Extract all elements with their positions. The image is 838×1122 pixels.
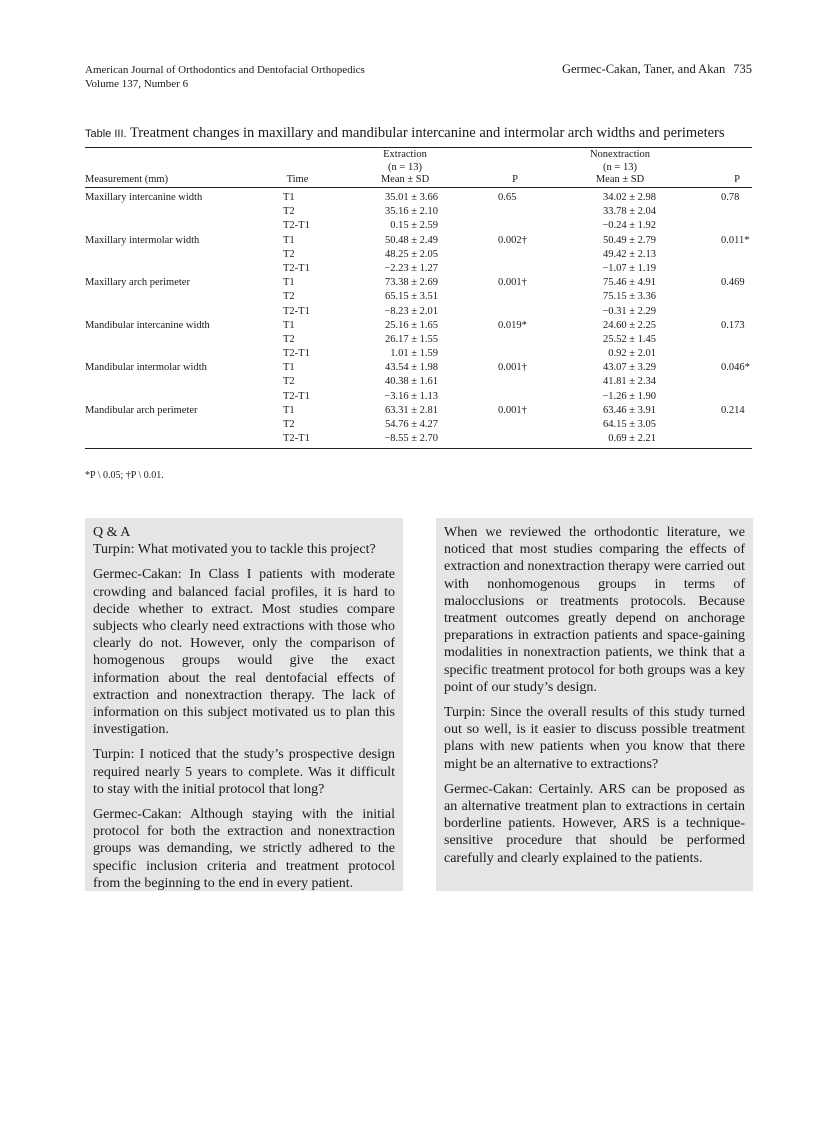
header-measurement: Measurement (mm) [85,174,169,185]
nonextraction-cell: −1.26 ± 1.90 [602,390,656,402]
table-row [85,404,752,418]
table-row [85,390,752,404]
time-cell: T1 [283,404,295,416]
measurement-cell: Mandibular intermolar width [85,362,207,374]
header-extraction: Extraction (n = 13) Mean ± SD [380,149,430,185]
extraction-cell: 43.54 ± 1.98 [384,362,438,374]
header-p2: P [734,174,740,185]
table-title: Treatment changes in maxillary and mandibular intercanine and intermolar arch widths and perimeters [129,125,725,141]
time-cell: T2-T1 [283,305,310,317]
nonextraction-cell: 43.07 ± 3.29 [602,362,656,374]
table-row [85,248,752,262]
measurement-cell: Mandibular intercanine width [85,319,210,331]
extraction-cell: −3.16 ± 1.13 [384,390,438,402]
extraction-cell: 25.16 ± 1.65 [384,319,438,331]
extraction-cell: 26.17 ± 1.55 [384,333,438,345]
extraction-cell: 35.01 ± 3.66 [384,192,438,203]
nonextraction-cell: 34.02 ± 2.98 [602,192,656,203]
time-cell: T1 [283,192,295,203]
extraction-cell: 0.15 ± 2.59 [390,220,438,232]
table-row [85,290,752,304]
time-cell: T2 [283,248,295,260]
table-row [85,319,752,333]
p-value-cell: 0.001† [498,404,527,416]
extraction-cell: 73.38 ± 2.69 [384,277,438,289]
time-cell: T2-T1 [283,348,310,360]
time-cell: T2 [283,376,295,388]
extraction-cell: 35.16 ± 2.10 [384,206,438,218]
time-cell: T1 [283,319,295,331]
extraction-cell: 54.76 ± 4.27 [384,419,438,430]
nonextraction-cell: 25.52 ± 1.45 [602,333,656,345]
nonextraction-cell: 24.60 ± 2.25 [602,319,656,331]
running-header-journal [85,63,365,91]
header-time: Time [286,174,309,185]
nonextraction-cell: 50.49 ± 2.79 [602,234,656,246]
extraction-cell: 65.15 ± 3.51 [384,291,438,303]
p-value-cell: 0.019* [498,319,527,331]
time-cell: T2 [283,206,295,218]
qa-heading: Q & A [93,525,131,540]
extraction-cell: 1.01 ± 1.59 [390,348,438,360]
nonextraction-cell: 63.46 ± 3.91 [602,404,656,416]
measurement-cell: Mandibular arch perimeter [85,404,198,416]
results-table [85,125,752,449]
table-row [85,418,752,432]
time-cell: T1 [283,362,295,374]
journal-title: American Journal of Orthodontics and Dentofacial Orthopedics [85,64,365,76]
table-row [85,305,752,319]
nonextraction-cell: 41.81 ± 2.34 [602,376,656,388]
table-row [85,333,752,347]
p-value-cell: 0.65 [498,192,517,203]
table-row [85,219,752,233]
running-header-authors [562,62,752,77]
qa-question-3: Turpin: Since the overall results of this study turned out so well, is it easier to discuss possible treatment plans with new patients when you know that there might be an alternative to extractions? [444,705,745,772]
table-row [85,276,752,290]
time-cell: T2 [283,291,295,303]
nonextraction-cell: 64.15 ± 3.05 [602,419,656,430]
table-row [85,191,752,205]
extraction-cell: 48.25 ± 2.05 [384,248,438,260]
header-p: P [512,174,518,185]
p-value-cell: 0.002† [498,234,527,246]
table-body [85,188,752,448]
nonextraction-cell: 0.69 ± 2.21 [608,433,656,445]
p-value-cell: 0.001† [498,277,527,289]
nonextraction-cell: 0.92 ± 2.01 [608,348,656,360]
qa-box-left [85,518,403,891]
measurement-cell: Maxillary arch perimeter [85,277,190,289]
table-header [85,148,752,187]
nonextraction-cell: 75.46 ± 4.91 [602,277,656,289]
table-row [85,375,752,389]
table-row [85,205,752,219]
qa-answer-1-continued: When we reviewed the orthodontic literature, we noticed that most studies comparing the effects of extraction and nonextraction therapy were carried out with nonhomogenous groups in terms of malocclusions or treatments protocols. Because treatment outcomes greatly depend on anchorage preparations in extraction patients and space-gaining modalities in nonextraction patients, we think that a specific treatment protocol for both groups was a key point of our study’s design. [444,525,745,695]
journal-volume: Volume 137, Number 6 [85,78,189,90]
time-cell: T2-T1 [283,220,310,232]
table-caption [85,125,752,142]
p-value-2-cell: 0.173 [721,319,745,331]
p-value-2-cell: 0.78 [721,192,740,203]
header-nonextraction: Nonextraction (n = 13) Mean ± SD [589,149,651,185]
qa-question-1: Turpin: What motivated you to tackle this project? [93,542,376,558]
extraction-cell: −2.23 ± 1.27 [384,262,438,274]
nonextraction-cell: −1.07 ± 1.19 [602,262,656,274]
nonextraction-cell: 33.78 ± 2.04 [602,206,656,218]
extraction-cell: 40.38 ± 1.61 [384,376,438,388]
qa-box-right [436,518,753,891]
p-value-2-cell: 0.469 [721,277,745,289]
table-row [85,262,752,276]
nonextraction-cell: −0.24 ± 1.92 [602,220,656,232]
qa-answer-1: Germec-Cakan: In Class I patients with moderate crowding and balanced facial profiles, it is hard to decide whether to extract. Most studies compare subjects who clearly need extractions with those who clearly do not. However, only the comparison of homogenous groups would give the exact information about the real dentofacial effects of extraction and nonextraction therapy. The lack of information on this subject motivated us to plan this investigation. [93,567,395,738]
table-row [85,347,752,361]
table-row [85,361,752,375]
measurement-cell: Maxillary intercanine width [85,192,203,203]
p-value-2-cell: 0.011* [721,234,750,246]
time-cell: T2-T1 [283,262,310,274]
p-value-cell: 0.001† [498,362,527,374]
extraction-cell: 63.31 ± 2.81 [384,404,438,416]
time-cell: T1 [283,277,295,289]
nonextraction-cell: 75.15 ± 3.36 [602,291,656,303]
table-row [85,234,752,248]
page-number: 735 [733,62,752,76]
table-footnote: *P \ 0.05; †P \ 0.01. [85,470,164,481]
time-cell: T2-T1 [283,433,310,445]
qa-answer-2: Germec-Cakan: Although staying with the initial protocol for both the extraction and nonextraction groups was demanding, we strictly adhered to the specific inclusion criteria and treatment protocol from the beginning to the end in every patient. [93,807,395,891]
qa-question-2: Turpin: I noticed that the study’s prospective design required nearly 5 years to complete. Was it difficult to stay with the initial protocol that long? [93,747,395,797]
time-cell: T1 [283,234,295,246]
p-value-2-cell: 0.214 [721,404,745,416]
table-row [85,432,752,446]
extraction-cell: 50.48 ± 2.49 [384,234,438,246]
time-cell: T2-T1 [283,390,310,402]
nonextraction-cell: −0.31 ± 2.29 [602,305,656,317]
measurement-cell: Maxillary intermolar width [85,234,200,246]
extraction-cell: −8.23 ± 2.01 [384,305,438,317]
p-value-2-cell: 0.046* [721,362,750,374]
time-cell: T2 [283,333,295,345]
table-label: Table III. [85,128,127,140]
extraction-cell: −8.55 ± 2.70 [384,433,438,445]
nonextraction-cell: 49.42 ± 2.13 [602,248,656,260]
qa-answer-3: Germec-Cakan: Certainly. ARS can be proposed as an alternative treatment plan to extractions in certain borderline patients. However, ARS is a technique-sensitive procedure that should be performed carefully and clearly explained to the patients. [444,781,745,866]
authors: Germec-Cakan, Taner, and Akan [561,62,726,76]
time-cell: T2 [283,419,295,430]
